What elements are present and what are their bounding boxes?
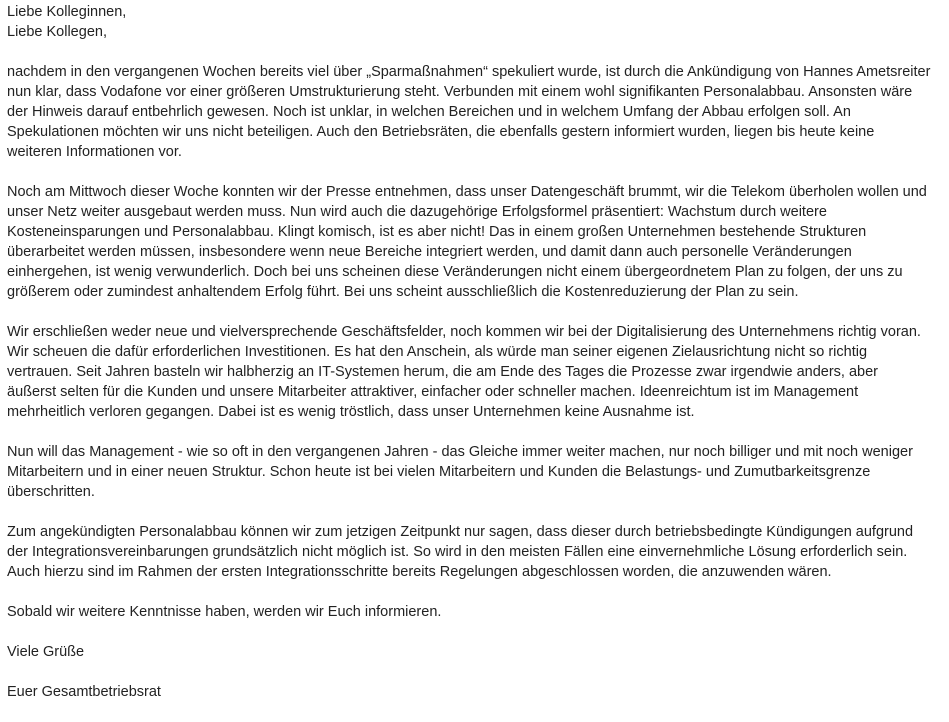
paragraph-4: Nun will das Management - wie so oft in den vergangenen Jahren - das Gleiche immer weiter machen, nur noch billiger und mit noch weniger Mitarbeitern und in einer neuen Struktur. Schon heute ist bei vielen Mitarbeitern und Kunden die Belastungs- und Zumutbarkeitsgrenze überschritten. <box>7 444 913 500</box>
paragraph-1: nachdem in den vergangenen Wochen bereits viel über „Sparmaßnahmen“ spekuliert wurde, ist durch die Ankündigung von Hannes Ametsreiter nun klar, dass Vodafone vor einer größeren Umstrukturierung steht. Verbunden mit einem wohl signifikanten Personalabbau. Ansonsten wäre der Hinweis darauf entbehrlich gewesen. Noch ist unklar, in welchen Bereichen und in welchem Umfang der Abbau erfolgen soll. An Spekulationen möchten wir uns nicht beteiligen. Auch den Betriebsräten, die ebenfalls gestern informiert wurden, liegen bis heute keine weiteren Informationen vor. <box>7 64 931 160</box>
salutation-line-2: Liebe Kollegen, <box>7 24 107 40</box>
signature: Euer Gesamtbetriebsrat <box>7 684 161 700</box>
letter-body <box>7 2 945 722</box>
closing: Viele Grüße <box>7 644 85 660</box>
paragraph-6: Sobald wir weitere Kenntnisse haben, werden wir Euch informieren. <box>7 604 442 620</box>
paragraph-5: Zum angekündigten Personalabbau können wir zum jetzigen Zeitpunkt nur sagen, dass dieser durch betriebsbedingte Kündigungen aufgrund der Integrationsvereinbarungen grundsätzlich nicht möglich ist. So wird in den meisten Fällen eine einvernehmliche Lösung erforderlich sein. Auch hierzu sind im Rahmen der ersten Integrationsschritte bereits Regelungen abgeschlossen worden, die anzuwenden wären. <box>7 524 914 580</box>
salutation <box>7 2 945 42</box>
paragraph-2: Noch am Mittwoch dieser Woche konnten wir der Presse entnehmen, dass unser Datengeschäft brummt, wir die Telekom überholen wollen und unser Netz weiter ausgebaut werden muss. Nun wird auch die dazugehörige Erfolgsformel präsentiert: Wachstum durch weitere Kosteneinsparungen und Personalabbau. Klingt komisch, ist es aber nicht! Das in einem großen Unternehmen bestehende Strukturen überarbeitet werden müssen, insbesondere wenn neue Bereiche integriert werden, und damit dann auch personelle Veränderungen einhergehen, ist wenig verwunderlich. Doch bei uns scheinen diese Veränderungen nicht einem übergeordnetem Plan zu folgen, der uns zu größerem oder zumindest anhaltendem Erfolg führt. Bei uns scheint ausschließlich die Kostenreduzierung der Plan zu sein. <box>7 184 927 300</box>
paragraph-3: Wir erschließen weder neue und vielversprechende Geschäftsfelder, noch kommen wir bei der Digitalisierung des Unternehmens richtig voran. Wir scheuen die dafür erforderlichen Investitionen. Es hat den Anschein, als würde man seiner eigenen Zielausrichtung nicht so richtig vertrauen. Seit Jahren basteln wir halbherzig an IT-Systemen herum, die am Ende des Tages die Prozesse zwar irgendwie anders, aber äußerst selten für die Kunden und unsere Mitarbeiter attraktiver, einfacher oder schneller machen. Ideenreichtum ist im Management mehrheitlich verloren gegangen. Dabei ist es wenig tröstlich, dass unser Unternehmen keine Ausnahme ist. <box>7 324 921 420</box>
salutation-line-1: Liebe Kolleginnen, <box>7 4 127 20</box>
